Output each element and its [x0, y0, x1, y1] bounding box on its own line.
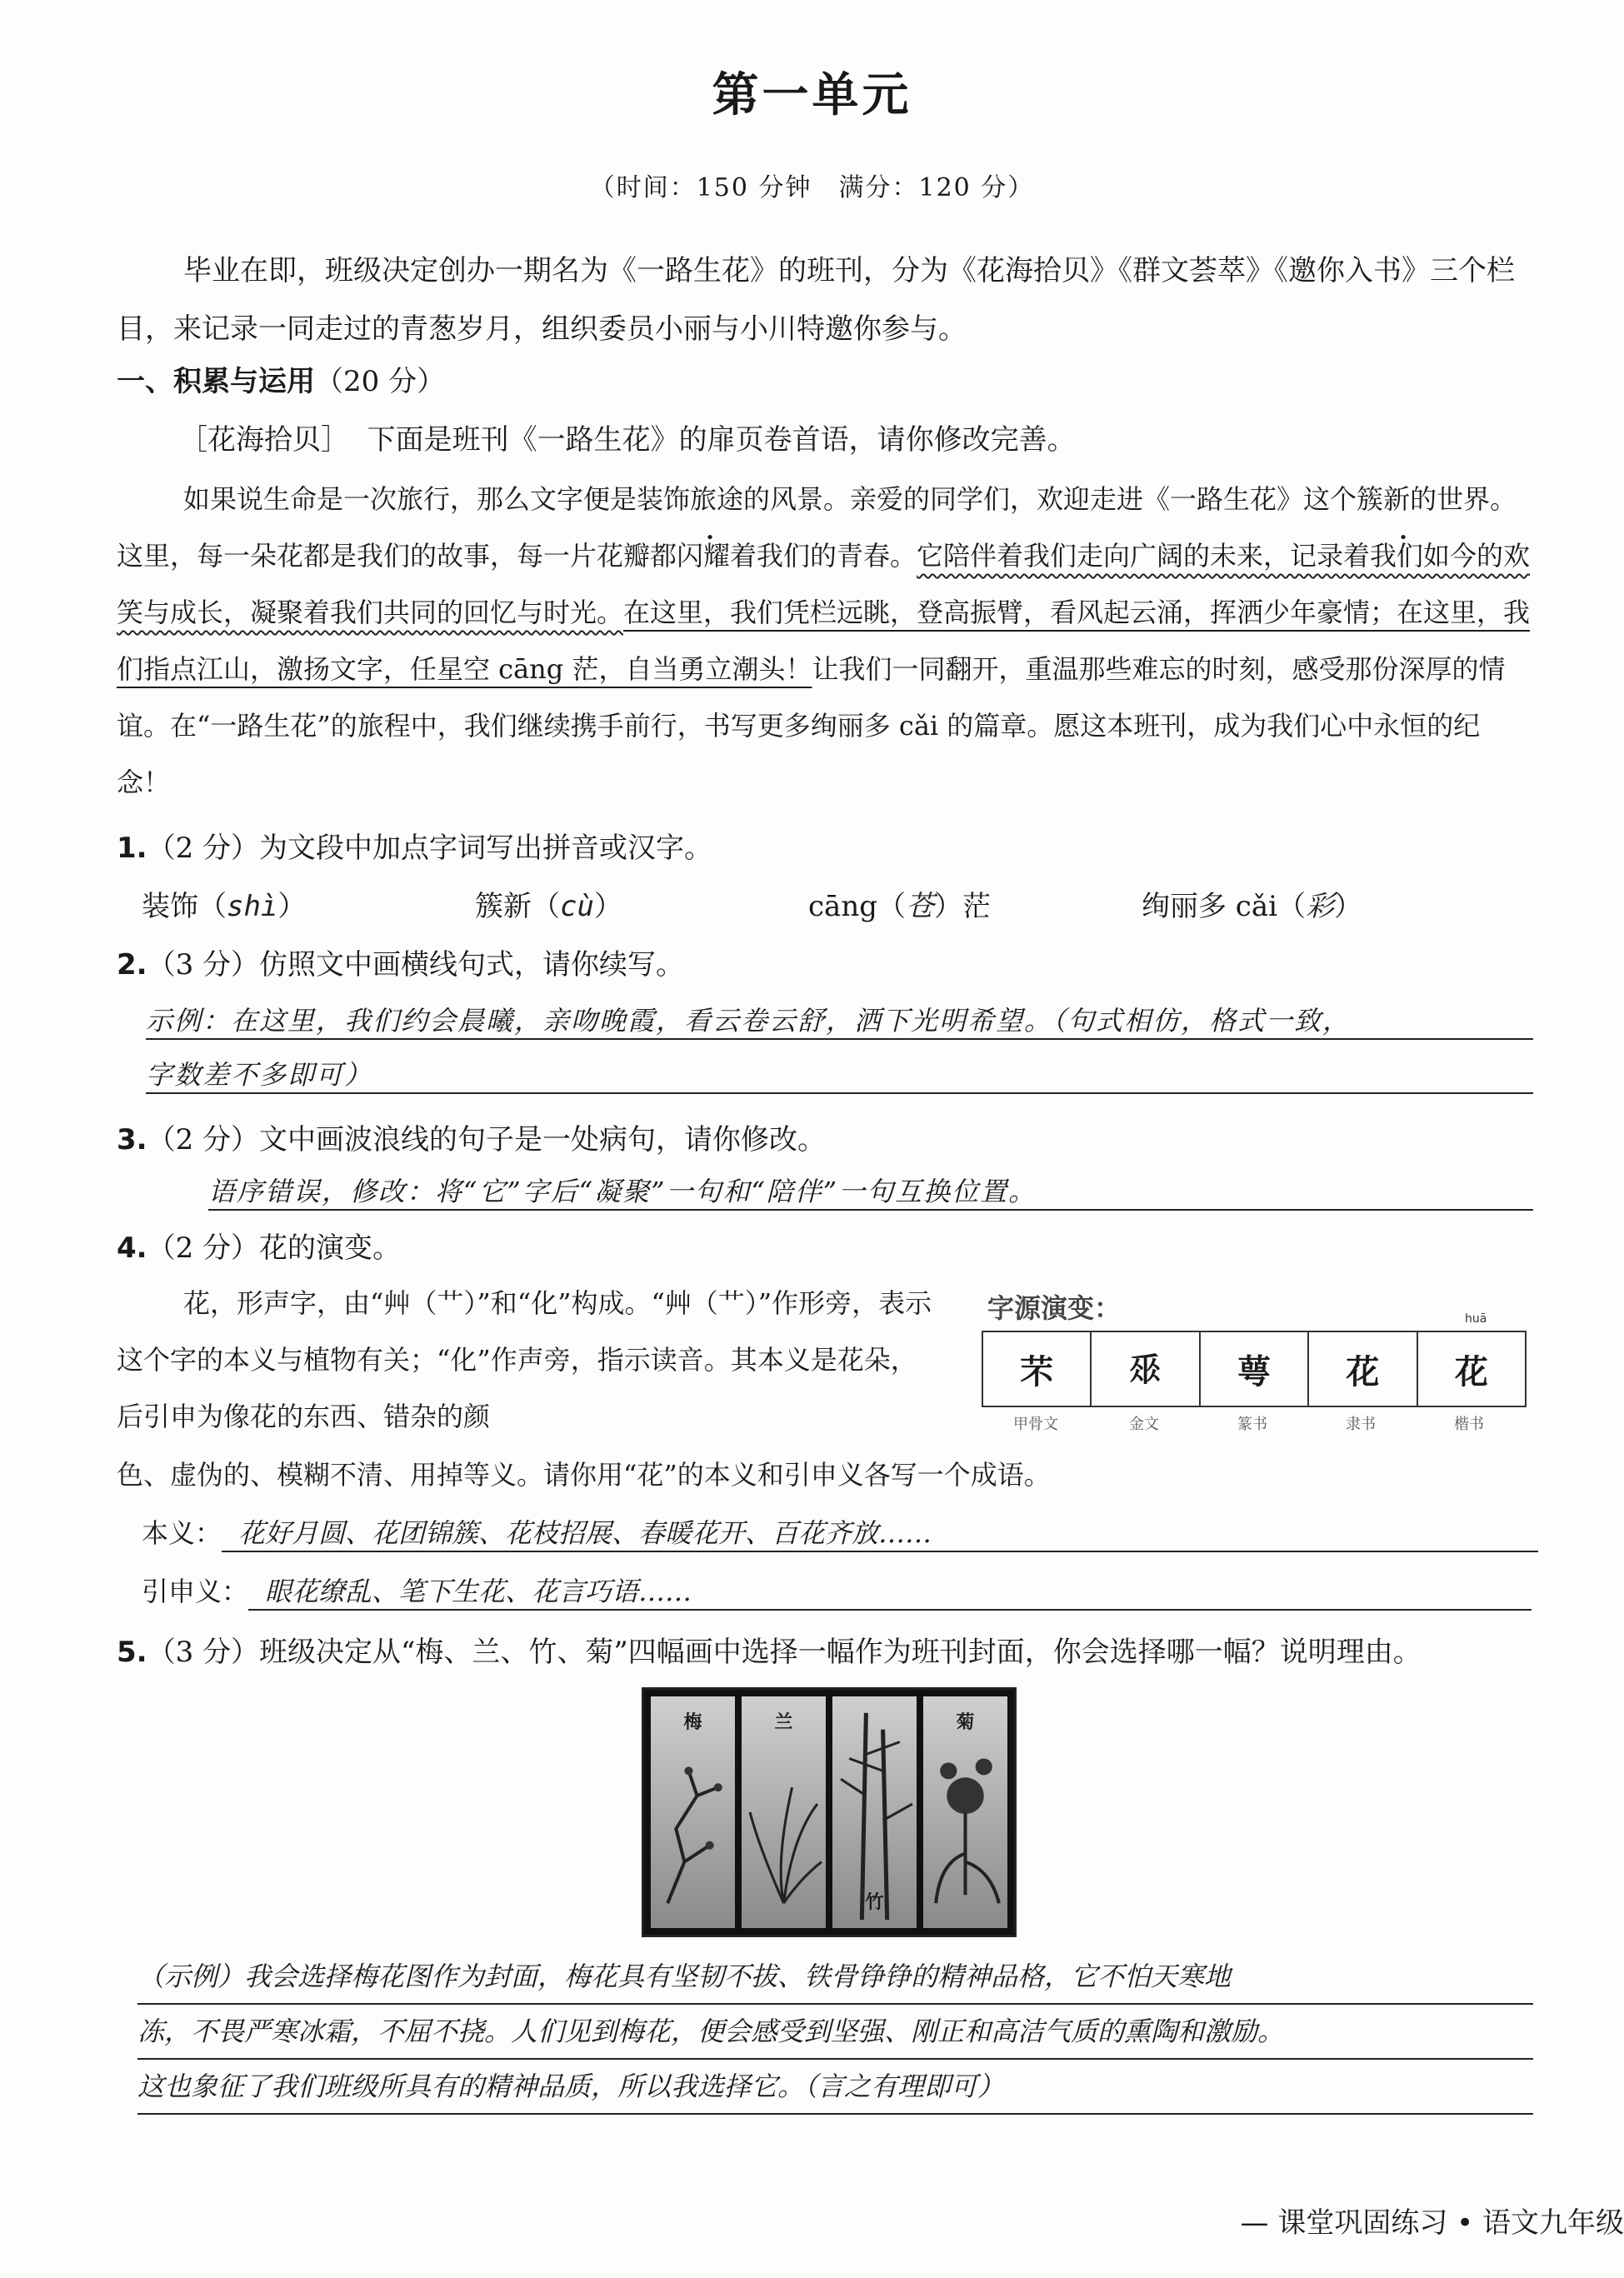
plum-branch-icon — [651, 1696, 735, 1928]
q3-answer-line: 语序错误，修改：将“它”字后“凝聚”一句和“陪伴”一句互换位置。 — [208, 1171, 1533, 1211]
q1-answer: cù — [560, 890, 594, 923]
glyph-cell: 花 — [1454, 1351, 1488, 1391]
subsection-heading — [179, 417, 1076, 457]
yinshen-answer: 眼花缭乱、笔下生花、花言巧语…… — [248, 1571, 1532, 1611]
glyph-label: 隶书 — [1346, 1416, 1376, 1433]
q1-item — [1142, 883, 1362, 924]
question-score: （2 分） — [147, 832, 260, 865]
q1-item-suffix: ） — [1334, 890, 1362, 923]
q1-item-suffix: ） — [277, 890, 307, 923]
q1-answer: shì — [227, 890, 278, 923]
subsection-tag: ［花海拾贝］ — [179, 423, 349, 457]
dotted-char: 饰 — [663, 483, 691, 515]
glyph-labels — [982, 1412, 1523, 1434]
glyph-cell: 花 — [1309, 1332, 1417, 1406]
chrysanthemum-panel — [923, 1696, 1007, 1928]
intro-paragraph: 毕业在即，班级决定创办一期名为《一路生花》的班刊，分为《花海拾贝》《群文荟萃》《邀你入书》三个栏目，来记录一同走过的青葱岁月，组织委员小丽与小川特邀你参与。 — [117, 254, 1515, 346]
question-score: （3 分） — [147, 948, 260, 982]
q1-item-suffix: ）茫 — [933, 890, 991, 923]
section-score: （20 分） — [315, 365, 446, 398]
underlined-sentence: 在这里，我们凭栏远眺，登高振臂，看风起云涌，挥洒少年豪情；在这里，我们指点江山，激扬文字，任星空 cāng 茫，自当勇立潮头！ — [117, 597, 1531, 685]
passage — [117, 471, 1533, 811]
glyph-pinyin: huā — [1465, 1312, 1487, 1326]
passage-part: 旅途的风景。亲爱的同学们，欢迎走进《一路生花》这个 — [690, 483, 1357, 515]
q1-item — [475, 883, 808, 924]
passage-part: 让我们一同翻开，重温那些难忘的时刻，感受那份深厚的情谊。在“一路生花”的旅程中，我们继续携手前行，书写更多绚丽多 cǎi 的篇章。愿这本班刊，成为我们心中永恒的纪念！ — [117, 653, 1506, 798]
orchid-panel — [742, 1696, 826, 1928]
orchid-leaves-icon — [742, 1696, 826, 1928]
benyi-answer: 花好月圆、花团锦簇、花枝招展、春暖花开、百花齐放…… — [222, 1512, 1538, 1552]
glyph-cell: 𠂹 — [1092, 1332, 1200, 1406]
glyph-label: 篆书 — [1237, 1416, 1267, 1433]
q1-item-prefix: 绚丽多 cǎi（ — [1142, 890, 1306, 923]
time-info: （时间：150 分钟 满分：120 分） — [589, 173, 1035, 202]
question-score: （2 分） — [147, 1123, 260, 1156]
passage-part: 如果说生命是一次旅行，那么文字便是装 — [183, 483, 664, 515]
question-score: （2 分） — [147, 1231, 260, 1265]
q5-answer-line: 冻，不畏严寒冰霜，不屈不挠。人们见到梅花，便会感受到坚强、刚正和高洁气质的熏陶和激励。 — [137, 2005, 1533, 2060]
panel-label: 竹 — [865, 1891, 884, 1913]
glyph-evolution-title: 字源演变： — [987, 1292, 1122, 1324]
q2-answer-line: 示例：在这里，我们约会晨曦，亲吻晚霞，看云卷云舒，洒下光明希望。（句式相仿，格式一致， — [146, 1000, 1533, 1040]
page-title: 第一单元 — [712, 68, 912, 122]
glyph-cell: 芣 — [983, 1332, 1092, 1406]
q1-item-prefix: 簇新（ — [475, 890, 560, 923]
q2-answer-line: 字数差不多即可） — [146, 1054, 1533, 1094]
panel-label: 菊 — [956, 1711, 975, 1733]
q4-body-last: 色、虚伪的、模糊不清、用掉等义。请你用“花”的本义和引申义各写一个成语。 — [117, 1459, 1051, 1491]
question-number: 5. — [117, 1636, 147, 1669]
question-text: 文中画波浪线的句子是一处病句，请你修改。 — [259, 1123, 827, 1156]
four-gentlemen-painting — [642, 1687, 1017, 1937]
yinshen-row — [142, 1571, 1532, 1611]
question-1 — [117, 825, 712, 866]
q1-answer: 苍 — [905, 890, 934, 923]
q4-body: 花，形声字，由“艸（艹）”和“化”构成。“艸（艹）”作形旁，表示这个字的本义与植物有关；“化”作声旁，指示读音。其本义是花朵，后引申为像花的东西、错杂的颜 — [117, 1287, 932, 1432]
question-score: （3 分） — [147, 1636, 260, 1669]
glyph-label: 甲骨文 — [1013, 1416, 1058, 1433]
benyi-row — [142, 1512, 1538, 1552]
question-number: 4. — [117, 1231, 147, 1265]
q5-answer-line: （示例）我会选择梅花图作为封面，梅花具有坚韧不拔、铁骨铮铮的精神品格，它不怕天寒地 — [137, 1950, 1533, 2005]
glyph-evolution-table — [982, 1331, 1527, 1407]
yinshen-label: 引申义： — [142, 1576, 249, 1607]
panel-label: 梅 — [683, 1711, 702, 1733]
bamboo-panel — [832, 1696, 917, 1928]
q1-answer: 彩 — [1306, 890, 1334, 923]
glyph-label: 金文 — [1129, 1416, 1159, 1433]
question-text: 仿照文中画横线句式，请你续写。 — [259, 948, 685, 982]
question-2 — [117, 942, 684, 982]
chrysanthemum-icon — [923, 1696, 1007, 1928]
section-label: 一、积累与运用 — [117, 365, 315, 398]
q1-item-prefix: 装饰（ — [142, 890, 227, 923]
benyi-label: 本义： — [142, 1517, 222, 1549]
q1-answer-row — [142, 883, 1475, 924]
q1-item — [808, 883, 1142, 924]
q1-item-prefix: cāng（ — [808, 890, 906, 923]
question-5 — [117, 1629, 1422, 1670]
glyph-label: 楷书 — [1454, 1416, 1484, 1433]
question-3 — [117, 1117, 826, 1157]
question-text: 班级决定从“梅、兰、竹、菊”四幅画中选择一幅作为班刊封面，你会选择哪一幅？说明理由。 — [259, 1636, 1422, 1669]
question-number: 2. — [117, 948, 147, 982]
passage-part: 新的世界。这里，每一朵花都是我们的故事，每一片花瓣都闪耀着我们的青春。 — [117, 483, 1517, 572]
q5-answer — [137, 1950, 1533, 2115]
bamboo-stalks-icon — [832, 1696, 917, 1928]
q1-item — [142, 883, 475, 924]
question-number: 1. — [117, 832, 147, 865]
q5-answer-line: 这也象征了我们班级所具有的精神品质，所以我选择它。（言之有理即可） — [137, 2060, 1533, 2115]
wavy-underlined-sentence: 它陪伴着我们走向广阔的未来，记录着我们如今的欢笑与成长，凝聚着我们共同的回忆与时光。 — [117, 540, 1531, 628]
glyph-cell: 萼 — [1201, 1332, 1309, 1406]
question-4 — [117, 1225, 401, 1266]
section-heading — [117, 358, 445, 399]
question-text: 为文段中加点字词写出拼音或汉字。 — [259, 832, 713, 865]
question-text: 花的演变。 — [259, 1231, 402, 1265]
question-number: 3. — [117, 1123, 147, 1156]
page-footer: — 课堂巩固练习 • 语文九年级 — [1240, 2206, 1624, 2240]
dotted-char: 簇 — [1357, 483, 1384, 515]
subsection-text: 下面是班刊《一路生花》的扉页卷首语，请你修改完善。 — [367, 423, 1076, 457]
q1-item-suffix: ） — [593, 890, 622, 923]
plum-panel — [651, 1696, 735, 1928]
panel-label: 兰 — [774, 1711, 793, 1733]
